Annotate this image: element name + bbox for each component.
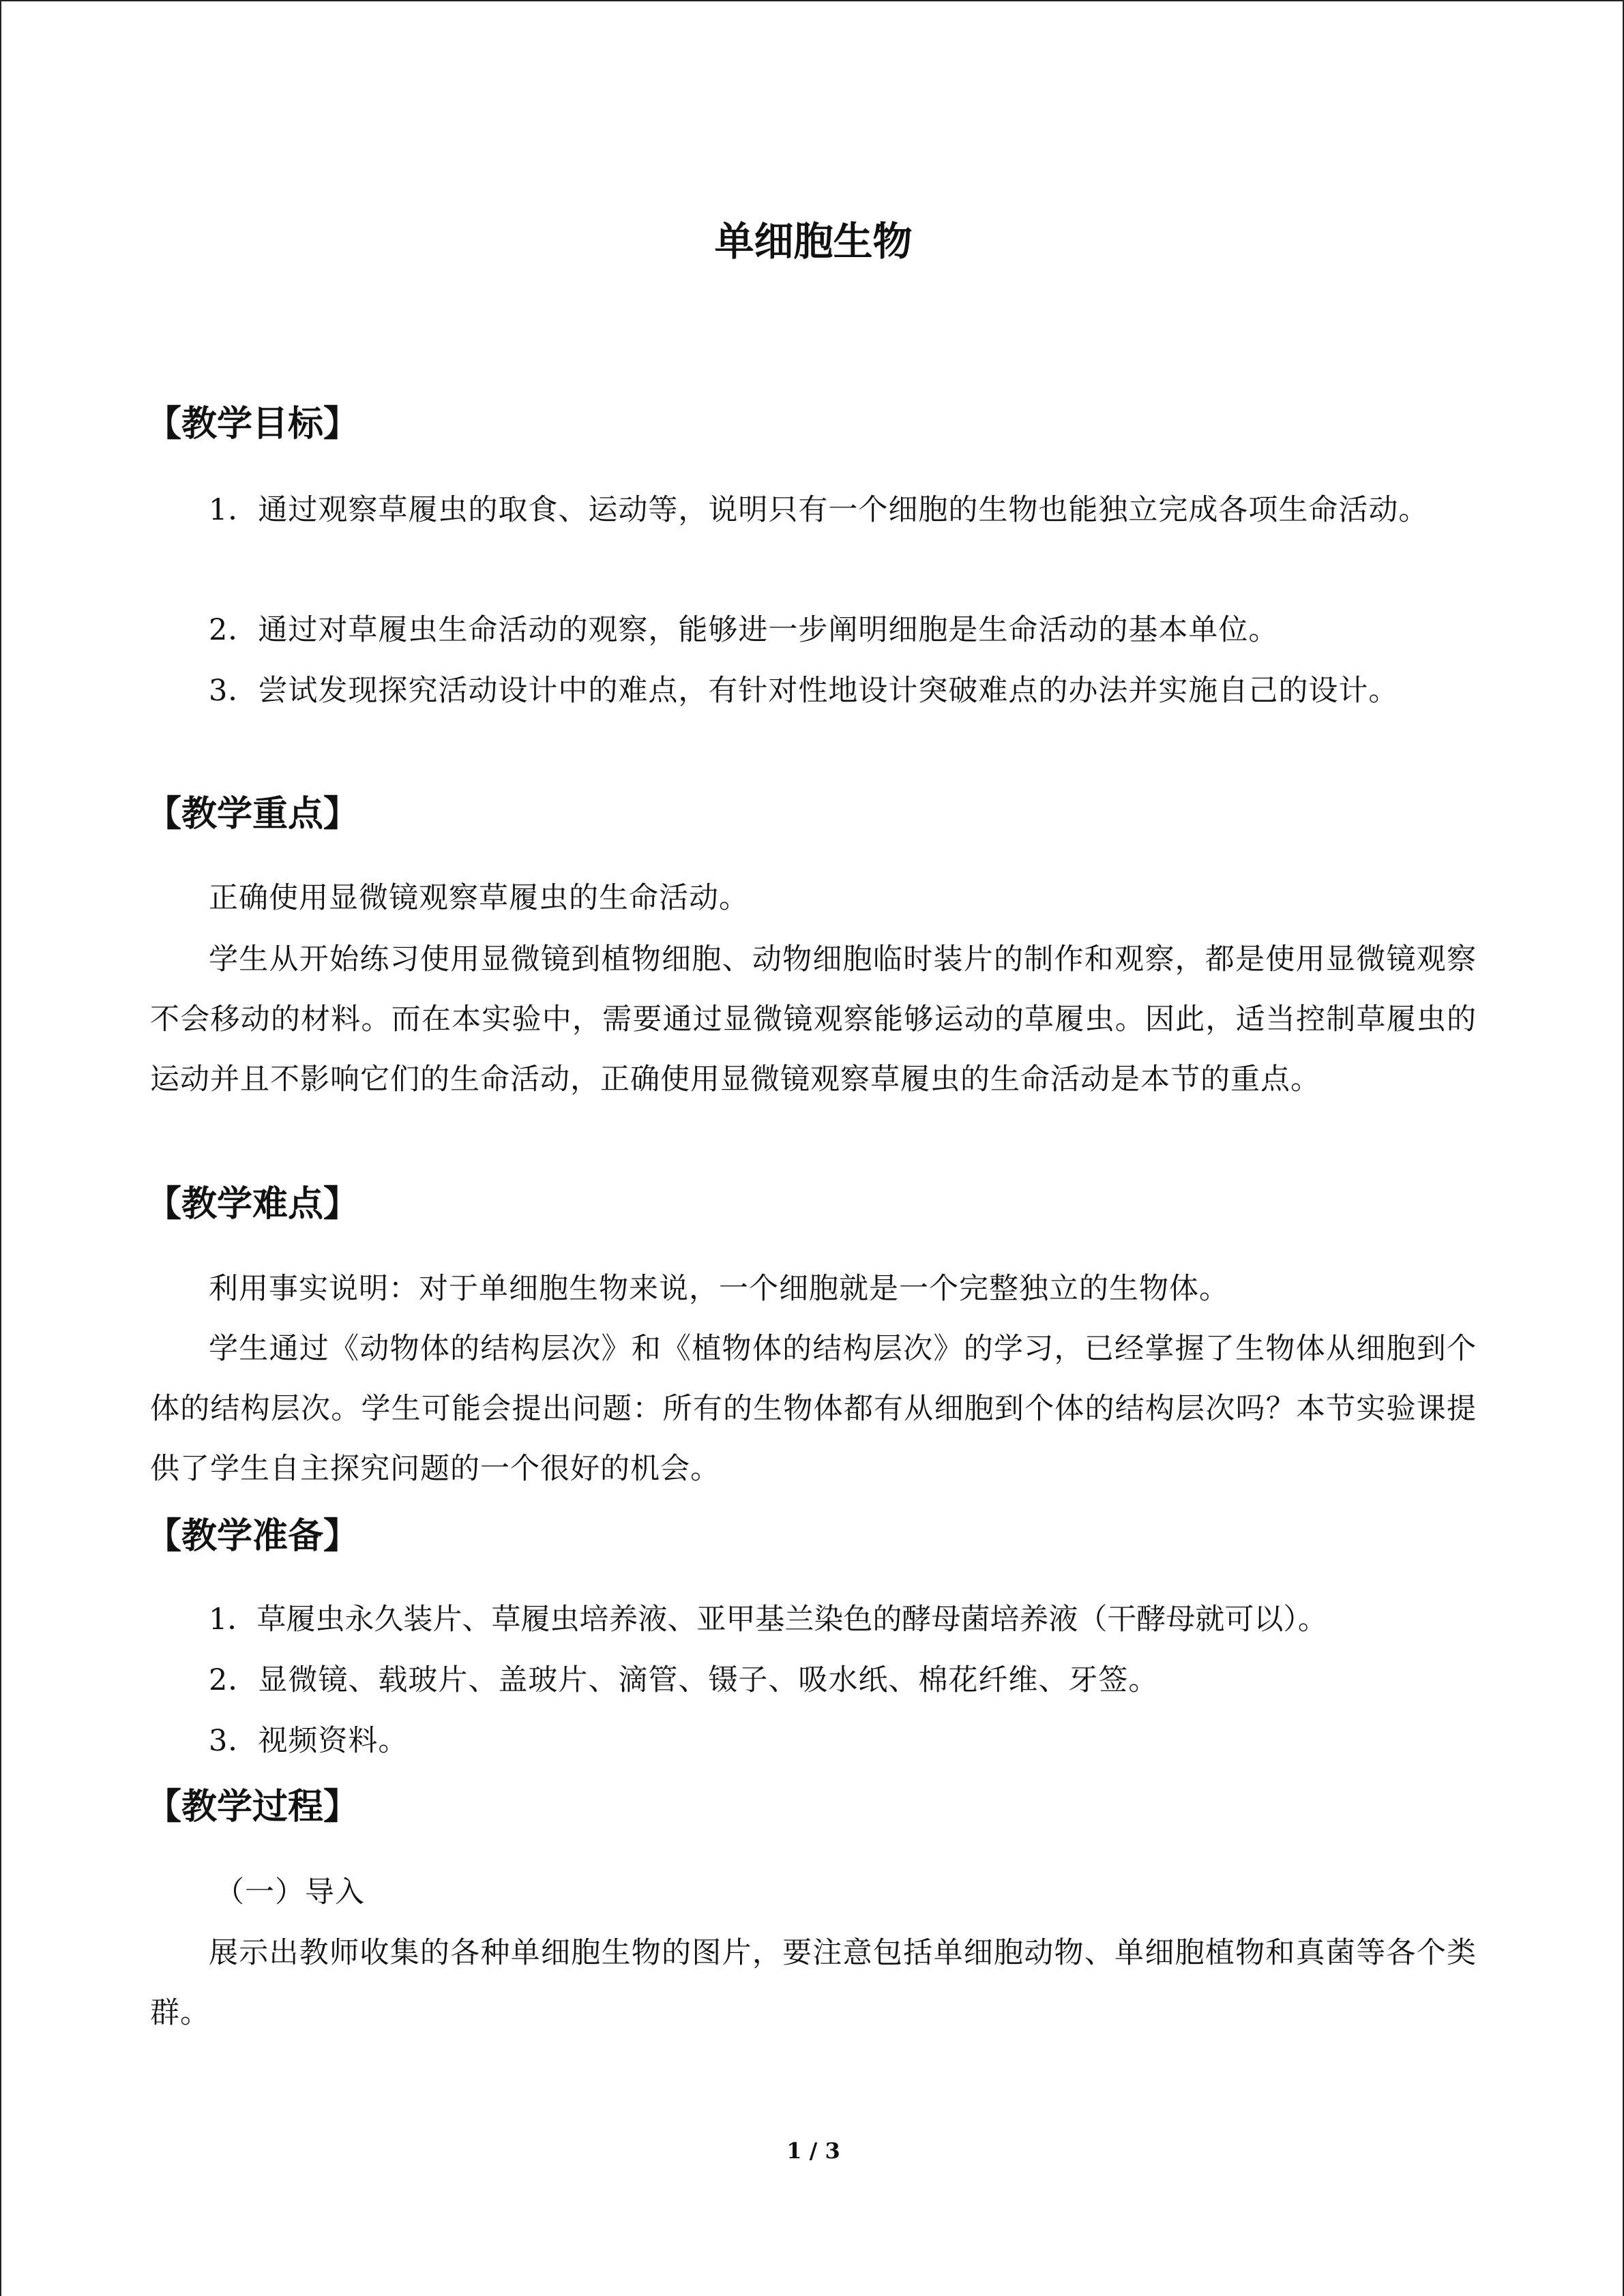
section-heading-objectives: 【教学目标】 xyxy=(146,404,359,445)
process-item-1: 展示出教师收集的各种单细胞生物的图片，要注意包括单细胞动物、单细胞植物和真菌等各个类群。 xyxy=(150,1936,1477,2030)
document-title: 单细胞生物 xyxy=(714,218,913,265)
objective-item-3: 3．尝试发现探究活动设计中的难点，有针对性地设计突破难点的办法并实施自己的设计。 xyxy=(209,674,1399,708)
objective-item-1: 1．通过观察草履虫的取食、运动等，说明只有一个细胞的生物也能独立完成各项生命活动。 xyxy=(209,493,1429,527)
process-subheading-intro: （一）导入 xyxy=(215,1875,365,1909)
key-point-item-1: 正确使用显微镜观察草履虫的生命活动。 xyxy=(209,881,749,915)
difficulty-item-2: 学生通过《动物体的结构层次》和《植物体的结构层次》的学习，已经掌握了生物体从细胞到个体的结构层次。学生可能会提出问题：所有的生物体都有从细胞到个体的结构层次吗？本节实验课提供了学生自主探究问题的一个很好的机会。 xyxy=(150,1332,1477,1486)
section-heading-preparation: 【教学准备】 xyxy=(146,1516,359,1557)
preparation-item-3: 3．视频资料。 xyxy=(209,1724,409,1758)
page-number: 1 / 3 xyxy=(786,2138,840,2164)
difficulty-item-1: 利用事实说明：对于单细胞生物来说，一个细胞就是一个完整独立的生物体。 xyxy=(209,1272,1229,1306)
preparation-item-1: 1．草履虫永久装片、草履虫培养液、亚甲基兰染色的酵母菌培养液（干酵母就可以）。 xyxy=(209,1602,1327,1637)
section-heading-process: 【教学过程】 xyxy=(146,1787,359,1828)
key-point-item-2: 学生从开始练习使用显微镜到植物细胞、动物细胞临时装片的制作和观察，都是使用显微镜观察不会移动的材料。而在本实验中，需要通过显微镜观察能够运动的草履虫。因此，适当控制草履虫的运动并且不影响它们的生命活动，正确使用显微镜观察草履虫的生命活动是本节的重点。 xyxy=(150,942,1477,1097)
section-heading-key-points: 【教学重点】 xyxy=(146,794,359,835)
preparation-item-2: 2．显微镜、载玻片、盖玻片、滴管、镊子、吸水纸、棉花纤维、牙签。 xyxy=(209,1663,1159,1697)
objective-item-2: 2．通过对草履虫生命活动的观察，能够进一步阐明细胞是生命活动的基本单位。 xyxy=(209,613,1279,647)
section-heading-difficulties: 【教学难点】 xyxy=(146,1184,359,1225)
